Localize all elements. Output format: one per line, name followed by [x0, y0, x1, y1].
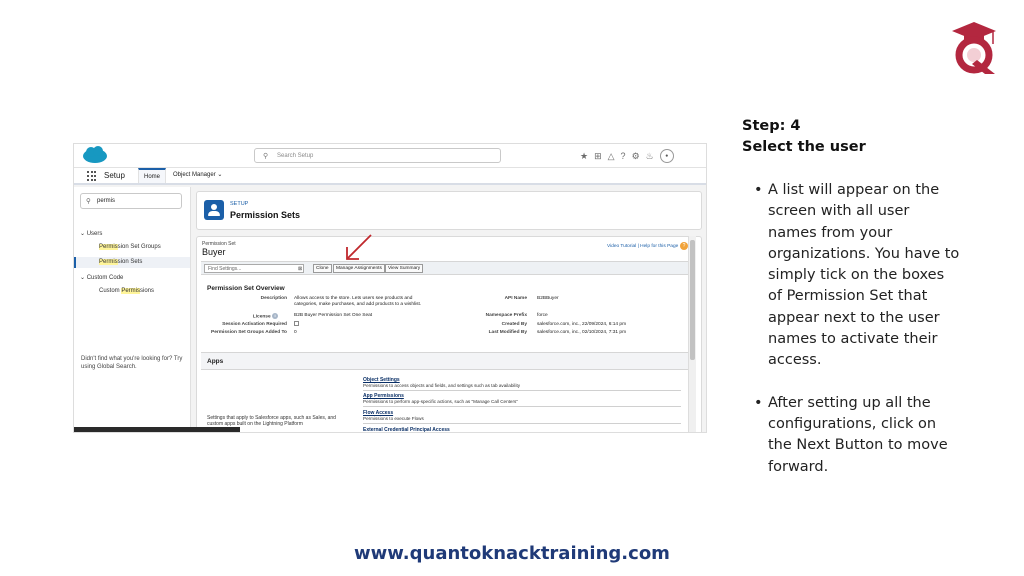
app-permissions-link[interactable]: App Permissions Permissions to perform app-specific actions, such as "Manage Call Centers": [363, 393, 681, 407]
tab-object-manager[interactable]: Object Manager ⌄: [173, 172, 223, 178]
scrollbar-thumb[interactable]: [690, 240, 695, 360]
namespace-value: force: [537, 313, 548, 318]
add-icon[interactable]: ⊞: [594, 150, 602, 161]
global-header: [74, 144, 707, 168]
description-label: Description: [260, 296, 287, 301]
record-type-label: Permission Set: [202, 241, 236, 247]
search-placeholder: Search Setup: [277, 152, 314, 159]
gear-icon[interactable]: ⚙: [631, 150, 640, 161]
info-icon[interactable]: i: [272, 313, 278, 319]
session-activation-label: Session Activation Required: [222, 322, 287, 327]
license-label: License i: [198, 313, 278, 319]
tab-home[interactable]: Home: [138, 168, 166, 183]
manage-assignments-button[interactable]: Manage Assignments: [333, 264, 385, 273]
app-name: Setup: [104, 171, 125, 180]
global-search-input[interactable]: [254, 148, 501, 163]
avatar[interactable]: ●: [660, 149, 674, 163]
clone-button[interactable]: Clone: [313, 264, 332, 273]
api-name-value: B2BBuyer: [537, 296, 559, 301]
flow-access-link[interactable]: Flow Access Permissions to execute Flows: [363, 410, 681, 424]
apps-section-header: [201, 352, 692, 370]
step-number: Step: 4: [742, 118, 801, 134]
favorites-icon[interactable]: ★: [580, 150, 589, 161]
header-actions: [580, 149, 674, 163]
session-activation-checkbox: [294, 321, 299, 328]
instruction-bullet: • A list will appear on the screen with all user names from your organizations. You have to simply tick on the boxes of Permission Set that appear next to the user names to activate their access.: [752, 180, 962, 372]
quantoknack-logo-icon: [951, 20, 997, 76]
instruction-list: [752, 180, 962, 499]
description-value: Allows access to the store. Lets users see products and categories, make purchases, and add products to a wishlist.: [294, 296, 422, 307]
red-arrow-icon: [340, 233, 374, 263]
search-icon: ⚲: [86, 198, 91, 205]
overview-title: Permission Set Overview: [207, 285, 285, 292]
help-icon[interactable]: ?: [680, 242, 688, 250]
external-credential-link[interactable]: External Credential Principal Access: [363, 427, 450, 433]
detail-toolbar: [201, 261, 692, 275]
scrollbar[interactable]: [688, 236, 696, 433]
search-icon: ⚲: [263, 153, 269, 160]
clear-icon[interactable]: ⊠: [298, 266, 303, 272]
quick-find-value: permis: [97, 198, 116, 204]
help-links[interactable]: Video Tutorial | Help for this Page: [607, 244, 679, 249]
sidebar-note: Didn't find what you're looking for? Try using Global Search.: [81, 356, 183, 370]
footer-website-link[interactable]: www.quantoknacktraining.com: [354, 543, 670, 564]
view-summary-button[interactable]: View Summary: [385, 264, 423, 273]
salesforce-cloud-icon[interactable]: [82, 146, 108, 164]
sidebar-group-custom-code[interactable]: ⌄ Custom Code: [80, 275, 124, 281]
namespace-label: Namespace Prefix: [485, 313, 527, 318]
setup-sidebar: [74, 187, 191, 433]
bell-icon[interactable]: ♨: [645, 150, 654, 161]
breadcrumb[interactable]: SETUP: [230, 201, 249, 207]
browser-status-bar: [74, 427, 240, 433]
groups-added-value: 0: [294, 330, 297, 335]
apps-description: Settings that apply to Salesforce apps, such as Sales, and custom apps built on the Lightning Platform: [207, 415, 336, 427]
chevron-down-icon: ⌄: [217, 172, 223, 178]
api-name-label: API Name: [504, 296, 527, 301]
sidebar-item-custom-permissions[interactable]: Custom Permissions: [99, 288, 155, 294]
license-value: B2B Buyer Permission Set One Seat: [294, 313, 373, 318]
setup-nav-bar: [74, 168, 707, 185]
last-modified-value[interactable]: salesforce.com, inc., 02/10/2024, 7:31 pm: [537, 330, 627, 335]
app-launcher-icon[interactable]: [87, 171, 97, 181]
created-by-value[interactable]: salesforce.com, inc., 22/09/2024, 6:14 pm: [537, 322, 627, 327]
object-settings-link[interactable]: Object Settings Permissions to access objects and fields, and settings such as tab availability: [363, 377, 681, 391]
help-icon[interactable]: ?: [620, 151, 626, 161]
trailhead-icon[interactable]: △: [607, 150, 615, 161]
record-name: Buyer: [202, 247, 226, 257]
sidebar-item-permission-sets[interactable]: Permission Sets: [74, 257, 190, 268]
page-header: [196, 191, 702, 230]
quick-find-input[interactable]: [80, 193, 182, 209]
last-modified-label: Last Modified By: [488, 330, 527, 335]
step-heading: [742, 116, 866, 158]
instruction-bullet: • After setting up all the configurations, click on the Next Button to move forward.: [752, 393, 962, 478]
groups-added-label: Permission Set Groups Added To: [211, 330, 287, 335]
created-by-label: Created By: [501, 322, 527, 327]
apps-title: Apps: [207, 358, 224, 365]
permission-set-detail: [196, 236, 702, 433]
sidebar-item-permission-set-groups[interactable]: Permission Set Groups: [99, 244, 161, 250]
find-settings-input[interactable]: Find Settings... ⊠: [204, 264, 304, 273]
permission-set-icon: [204, 200, 224, 220]
chevron-down-icon: ⌄: [80, 275, 86, 281]
page-title: Permission Sets: [230, 210, 301, 220]
sidebar-group-users[interactable]: ⌄ Users: [80, 231, 103, 237]
step-title: Select the user: [742, 139, 866, 155]
chevron-down-icon: ⌄: [80, 231, 86, 237]
salesforce-screenshot: [73, 143, 707, 433]
